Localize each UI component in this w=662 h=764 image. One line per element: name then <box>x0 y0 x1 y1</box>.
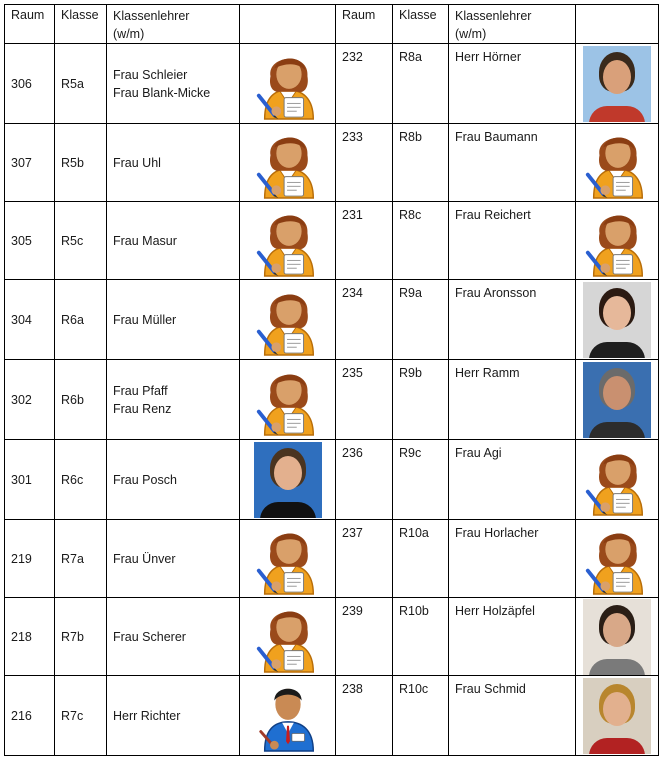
left-image-cell <box>240 360 336 440</box>
class-name: R7b <box>55 598 107 676</box>
class-teacher-right: Frau Schmid <box>449 676 576 756</box>
class-name-right: R9b <box>393 360 449 440</box>
class-teacher <box>107 598 240 676</box>
teacher-name: Frau Uhl <box>113 155 161 170</box>
female-teacher-icon <box>253 363 323 437</box>
female-teacher-icon <box>253 283 323 357</box>
table-row <box>5 676 659 756</box>
female-teacher-icon <box>582 522 652 596</box>
left-image-cell <box>240 676 336 756</box>
right-image-cell <box>576 360 659 440</box>
col-header-klassenlehrer <box>107 5 240 44</box>
room-number: 301 <box>5 440 55 520</box>
class-teacher <box>107 360 240 440</box>
room-number-right: 234 <box>336 280 393 360</box>
class-name: R7a <box>55 520 107 598</box>
col-header-klassenlehrer-right-line1: Klassenlehrer <box>455 9 532 23</box>
class-name: R6b <box>55 360 107 440</box>
teacher-name: Frau Müller <box>113 312 177 327</box>
table-row <box>5 44 659 124</box>
col-header-klassenlehrer-right-line2: (w/m) <box>455 27 487 41</box>
room-number: 216 <box>5 676 55 756</box>
class-teacher-right: Frau Reichert <box>449 202 576 280</box>
room-number: 307 <box>5 124 55 202</box>
female-teacher-icon <box>582 204 652 278</box>
class-teacher <box>107 202 240 280</box>
col-header-klasse-right: Klasse <box>393 5 449 44</box>
left-image-cell <box>240 520 336 598</box>
female-teacher-icon <box>253 204 323 278</box>
class-teacher <box>107 44 240 124</box>
teacher-name: Frau Scherer <box>113 629 186 644</box>
female-teacher-icon <box>253 600 323 674</box>
left-image-cell <box>240 440 336 520</box>
teacher-photo <box>583 599 651 675</box>
left-image-cell <box>240 202 336 280</box>
class-teacher-table <box>4 4 659 756</box>
teacher-photo <box>254 442 322 518</box>
female-teacher-icon <box>582 443 652 517</box>
right-image-cell <box>576 676 659 756</box>
female-teacher-icon <box>582 126 652 200</box>
col-header-klassenlehrer-line2: (w/m) <box>113 27 145 41</box>
class-teacher-right: Frau Horlacher <box>449 520 576 598</box>
table-row <box>5 360 659 440</box>
teacher-photo <box>583 362 651 438</box>
class-name: R5a <box>55 44 107 124</box>
female-teacher-icon <box>253 47 323 121</box>
right-image-cell <box>576 520 659 598</box>
left-image-cell <box>240 44 336 124</box>
teacher-photo <box>583 282 651 358</box>
class-teacher <box>107 440 240 520</box>
class-name: R6c <box>55 440 107 520</box>
col-header-raum-right: Raum <box>336 5 393 44</box>
class-teacher-right: Frau Aronsson <box>449 280 576 360</box>
right-image-cell <box>576 440 659 520</box>
room-number-right: 238 <box>336 676 393 756</box>
right-image-cell <box>576 202 659 280</box>
left-image-cell <box>240 280 336 360</box>
class-name-right: R10b <box>393 598 449 676</box>
class-name: R5b <box>55 124 107 202</box>
teacher-photo <box>583 46 651 122</box>
table-row <box>5 124 659 202</box>
class-name-right: R8b <box>393 124 449 202</box>
col-header-klassenlehrer-right <box>449 5 576 44</box>
class-name-right: R9a <box>393 280 449 360</box>
room-number: 305 <box>5 202 55 280</box>
col-header-raum: Raum <box>5 5 55 44</box>
male-teacher-icon <box>253 679 323 753</box>
teacher-name: Frau Posch <box>113 472 177 487</box>
table-row <box>5 520 659 598</box>
col-header-klassenlehrer-line1: Klassenlehrer <box>113 9 190 23</box>
table-row <box>5 598 659 676</box>
room-number-right: 231 <box>336 202 393 280</box>
teacher-name: Herr Richter <box>113 708 181 723</box>
class-teacher-right: Herr Hörner <box>449 44 576 124</box>
room-number-right: 236 <box>336 440 393 520</box>
class-teacher <box>107 676 240 756</box>
class-name: R6a <box>55 280 107 360</box>
table-row <box>5 202 659 280</box>
class-name-right: R10c <box>393 676 449 756</box>
header-row <box>5 5 659 44</box>
room-number: 304 <box>5 280 55 360</box>
room-number-right: 232 <box>336 44 393 124</box>
room-number: 218 <box>5 598 55 676</box>
class-name: R5c <box>55 202 107 280</box>
teacher-name: Frau Pfaff <box>113 383 168 398</box>
col-header-image <box>240 5 336 44</box>
female-teacher-icon <box>253 126 323 200</box>
class-teacher-right: Frau Agi <box>449 440 576 520</box>
class-name: R7c <box>55 676 107 756</box>
class-name-right: R8c <box>393 202 449 280</box>
room-number-right: 233 <box>336 124 393 202</box>
teacher-name: Frau Blank-Micke <box>113 85 211 100</box>
room-number-right: 239 <box>336 598 393 676</box>
class-teacher <box>107 280 240 360</box>
col-header-image-right <box>576 5 659 44</box>
teacher-photo <box>583 678 651 754</box>
class-teacher-right: Herr Ramm <box>449 360 576 440</box>
room-number-right: 235 <box>336 360 393 440</box>
class-teacher <box>107 124 240 202</box>
room-number: 302 <box>5 360 55 440</box>
class-name-right: R8a <box>393 44 449 124</box>
right-image-cell <box>576 598 659 676</box>
teacher-name: Frau Schleier <box>113 67 188 82</box>
left-image-cell <box>240 124 336 202</box>
table-row <box>5 280 659 360</box>
right-image-cell <box>576 124 659 202</box>
table-row <box>5 440 659 520</box>
class-teacher <box>107 520 240 598</box>
teacher-name: Frau Masur <box>113 233 177 248</box>
room-number: 219 <box>5 520 55 598</box>
right-image-cell <box>576 280 659 360</box>
room-number: 306 <box>5 44 55 124</box>
room-number-right: 237 <box>336 520 393 598</box>
table-body <box>5 44 659 756</box>
class-teacher-right: Herr Holzäpfel <box>449 598 576 676</box>
teacher-name: Frau Ünver <box>113 551 176 566</box>
class-name-right: R9c <box>393 440 449 520</box>
right-image-cell <box>576 44 659 124</box>
teacher-name: Frau Renz <box>113 401 172 416</box>
col-header-klasse: Klasse <box>55 5 107 44</box>
female-teacher-icon <box>253 522 323 596</box>
left-image-cell <box>240 598 336 676</box>
class-teacher-right: Frau Baumann <box>449 124 576 202</box>
class-name-right: R10a <box>393 520 449 598</box>
